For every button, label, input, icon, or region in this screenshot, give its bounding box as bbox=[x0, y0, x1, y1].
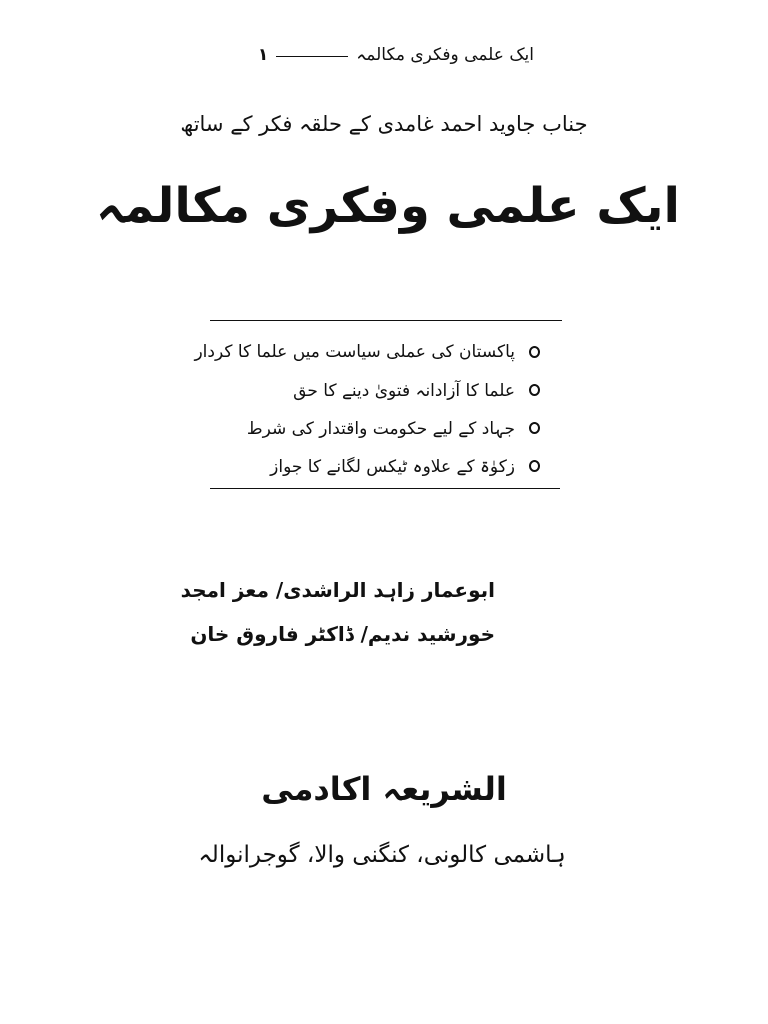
list-item bbox=[194, 409, 540, 447]
divider-bottom bbox=[210, 488, 560, 489]
list-item bbox=[194, 333, 540, 371]
running-header-rule bbox=[276, 56, 348, 57]
circle-bullet-icon bbox=[529, 460, 540, 472]
topic-text: علما کا آزادانہ فتویٰ دینے کا حق bbox=[293, 380, 515, 401]
publisher-address: ہاشمی کالونی، کنگنی والا، گوجرانوالہ bbox=[198, 842, 566, 868]
running-header bbox=[258, 44, 534, 65]
author-line: ابوعمار زاہد الراشدی/ معز امجد bbox=[180, 578, 495, 602]
topics-list bbox=[194, 333, 540, 485]
list-item bbox=[194, 447, 540, 485]
divider-top bbox=[210, 320, 562, 321]
circle-bullet-icon bbox=[529, 384, 540, 396]
running-header-title: ایک علمی وفکری مکالمہ bbox=[356, 45, 534, 65]
author-line: خورشید ندیم/ ڈاکٹر فاروق خان bbox=[190, 622, 495, 646]
topic-text: جہاد کے لیے حکومت واقتدار کی شرط bbox=[246, 418, 515, 439]
authors-block bbox=[181, 568, 495, 656]
page-number: ۱ bbox=[257, 44, 269, 65]
circle-bullet-icon bbox=[529, 422, 540, 434]
subtitle: جناب جاوید احمد غامدی کے حلقہ فکر کے ساتھ bbox=[180, 112, 588, 136]
page-title: ایک علمی وفکری مکالمہ bbox=[96, 178, 680, 234]
topic-text: پاکستان کی عملی سیاست میں علما کا کردار bbox=[194, 342, 515, 362]
publisher-name: الشریعہ اکادمی bbox=[261, 770, 507, 808]
list-item bbox=[194, 371, 540, 409]
circle-bullet-icon bbox=[529, 346, 540, 358]
topic-text: زکوٰۃ کے علاوہ ٹیکس لگانے کا جواز bbox=[270, 456, 515, 477]
